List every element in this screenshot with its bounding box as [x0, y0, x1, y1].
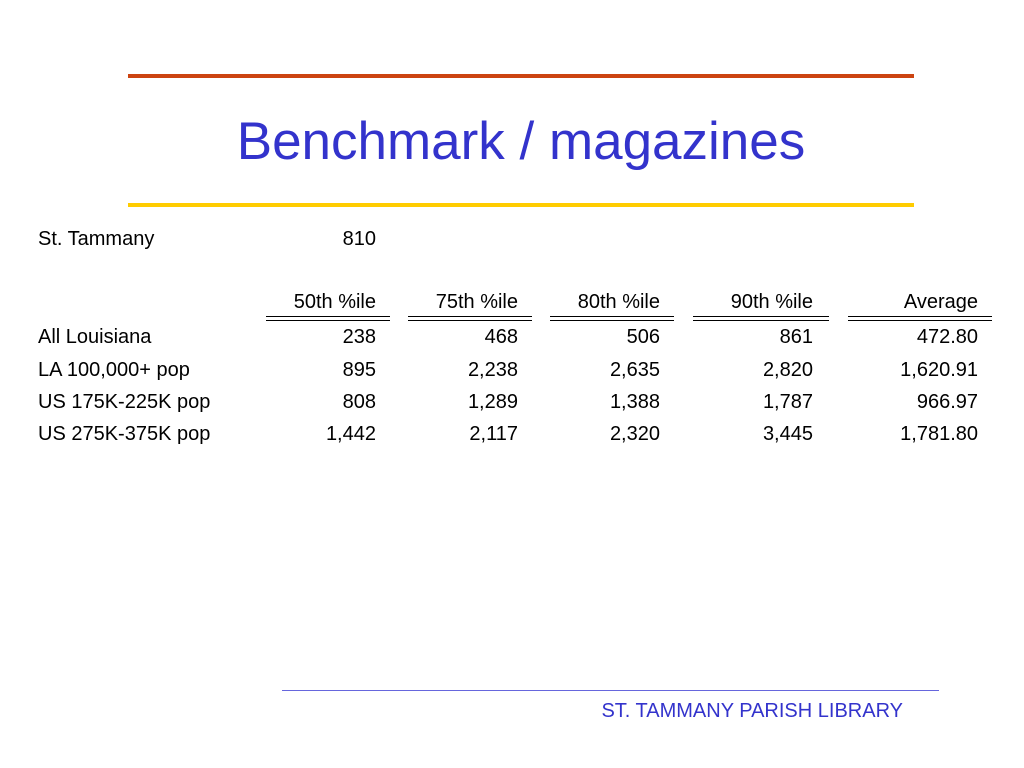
- summary-label: St. Tammany: [38, 228, 155, 250]
- header-double-underline: [848, 316, 992, 321]
- column-header-90th: 90th %ile: [730, 291, 813, 313]
- table-cell: 3,445: [762, 423, 813, 445]
- slide-title: Benchmark / magazines: [236, 112, 806, 171]
- footer-library-name: ST. TAMMANY PARISH LIBRARY: [601, 700, 903, 722]
- column-header-80th: 80th %ile: [577, 291, 660, 313]
- column-header-50th: 50th %ile: [293, 291, 376, 313]
- table-cell: 861: [779, 326, 813, 348]
- header-double-underline: [408, 316, 532, 321]
- row-label-us-275k-375k-pop: US 275K-375K pop: [38, 423, 211, 445]
- table-cell: 472.80: [916, 326, 978, 348]
- table-cell: 1,388: [609, 391, 660, 413]
- table-cell: 506: [626, 326, 660, 348]
- table-cell: 1,442: [325, 423, 376, 445]
- summary-value: 810: [342, 228, 376, 250]
- table-cell: 2,635: [609, 359, 660, 381]
- footer-rule: [282, 690, 939, 691]
- title-top-rule: [128, 74, 914, 78]
- table-cell: 895: [342, 359, 376, 381]
- row-label-all-louisiana: All Louisiana: [38, 326, 152, 348]
- table-cell: 1,620.91: [900, 359, 978, 381]
- row-label-la-100000-pop: LA 100,000+ pop: [38, 359, 190, 381]
- table-cell: 1,787: [762, 391, 813, 413]
- header-double-underline: [693, 316, 829, 321]
- column-header-75th: 75th %ile: [435, 291, 518, 313]
- table-cell: 1,289: [467, 391, 518, 413]
- table-cell: 2,820: [762, 359, 813, 381]
- table-cell: 2,320: [609, 423, 660, 445]
- table-cell: 966.97: [916, 391, 978, 413]
- table-cell: 1,781.80: [900, 423, 978, 445]
- table-cell: 808: [342, 391, 376, 413]
- title-bottom-rule: [128, 203, 914, 207]
- table-cell: 2,238: [467, 359, 518, 381]
- row-label-us-175k-225k-pop: US 175K-225K pop: [38, 391, 211, 413]
- header-double-underline: [266, 316, 390, 321]
- table-cell: 2,117: [469, 423, 518, 445]
- table-cell: 238: [342, 326, 376, 348]
- table-cell: 468: [484, 326, 518, 348]
- header-double-underline: [550, 316, 674, 321]
- column-header-average: Average: [903, 291, 978, 313]
